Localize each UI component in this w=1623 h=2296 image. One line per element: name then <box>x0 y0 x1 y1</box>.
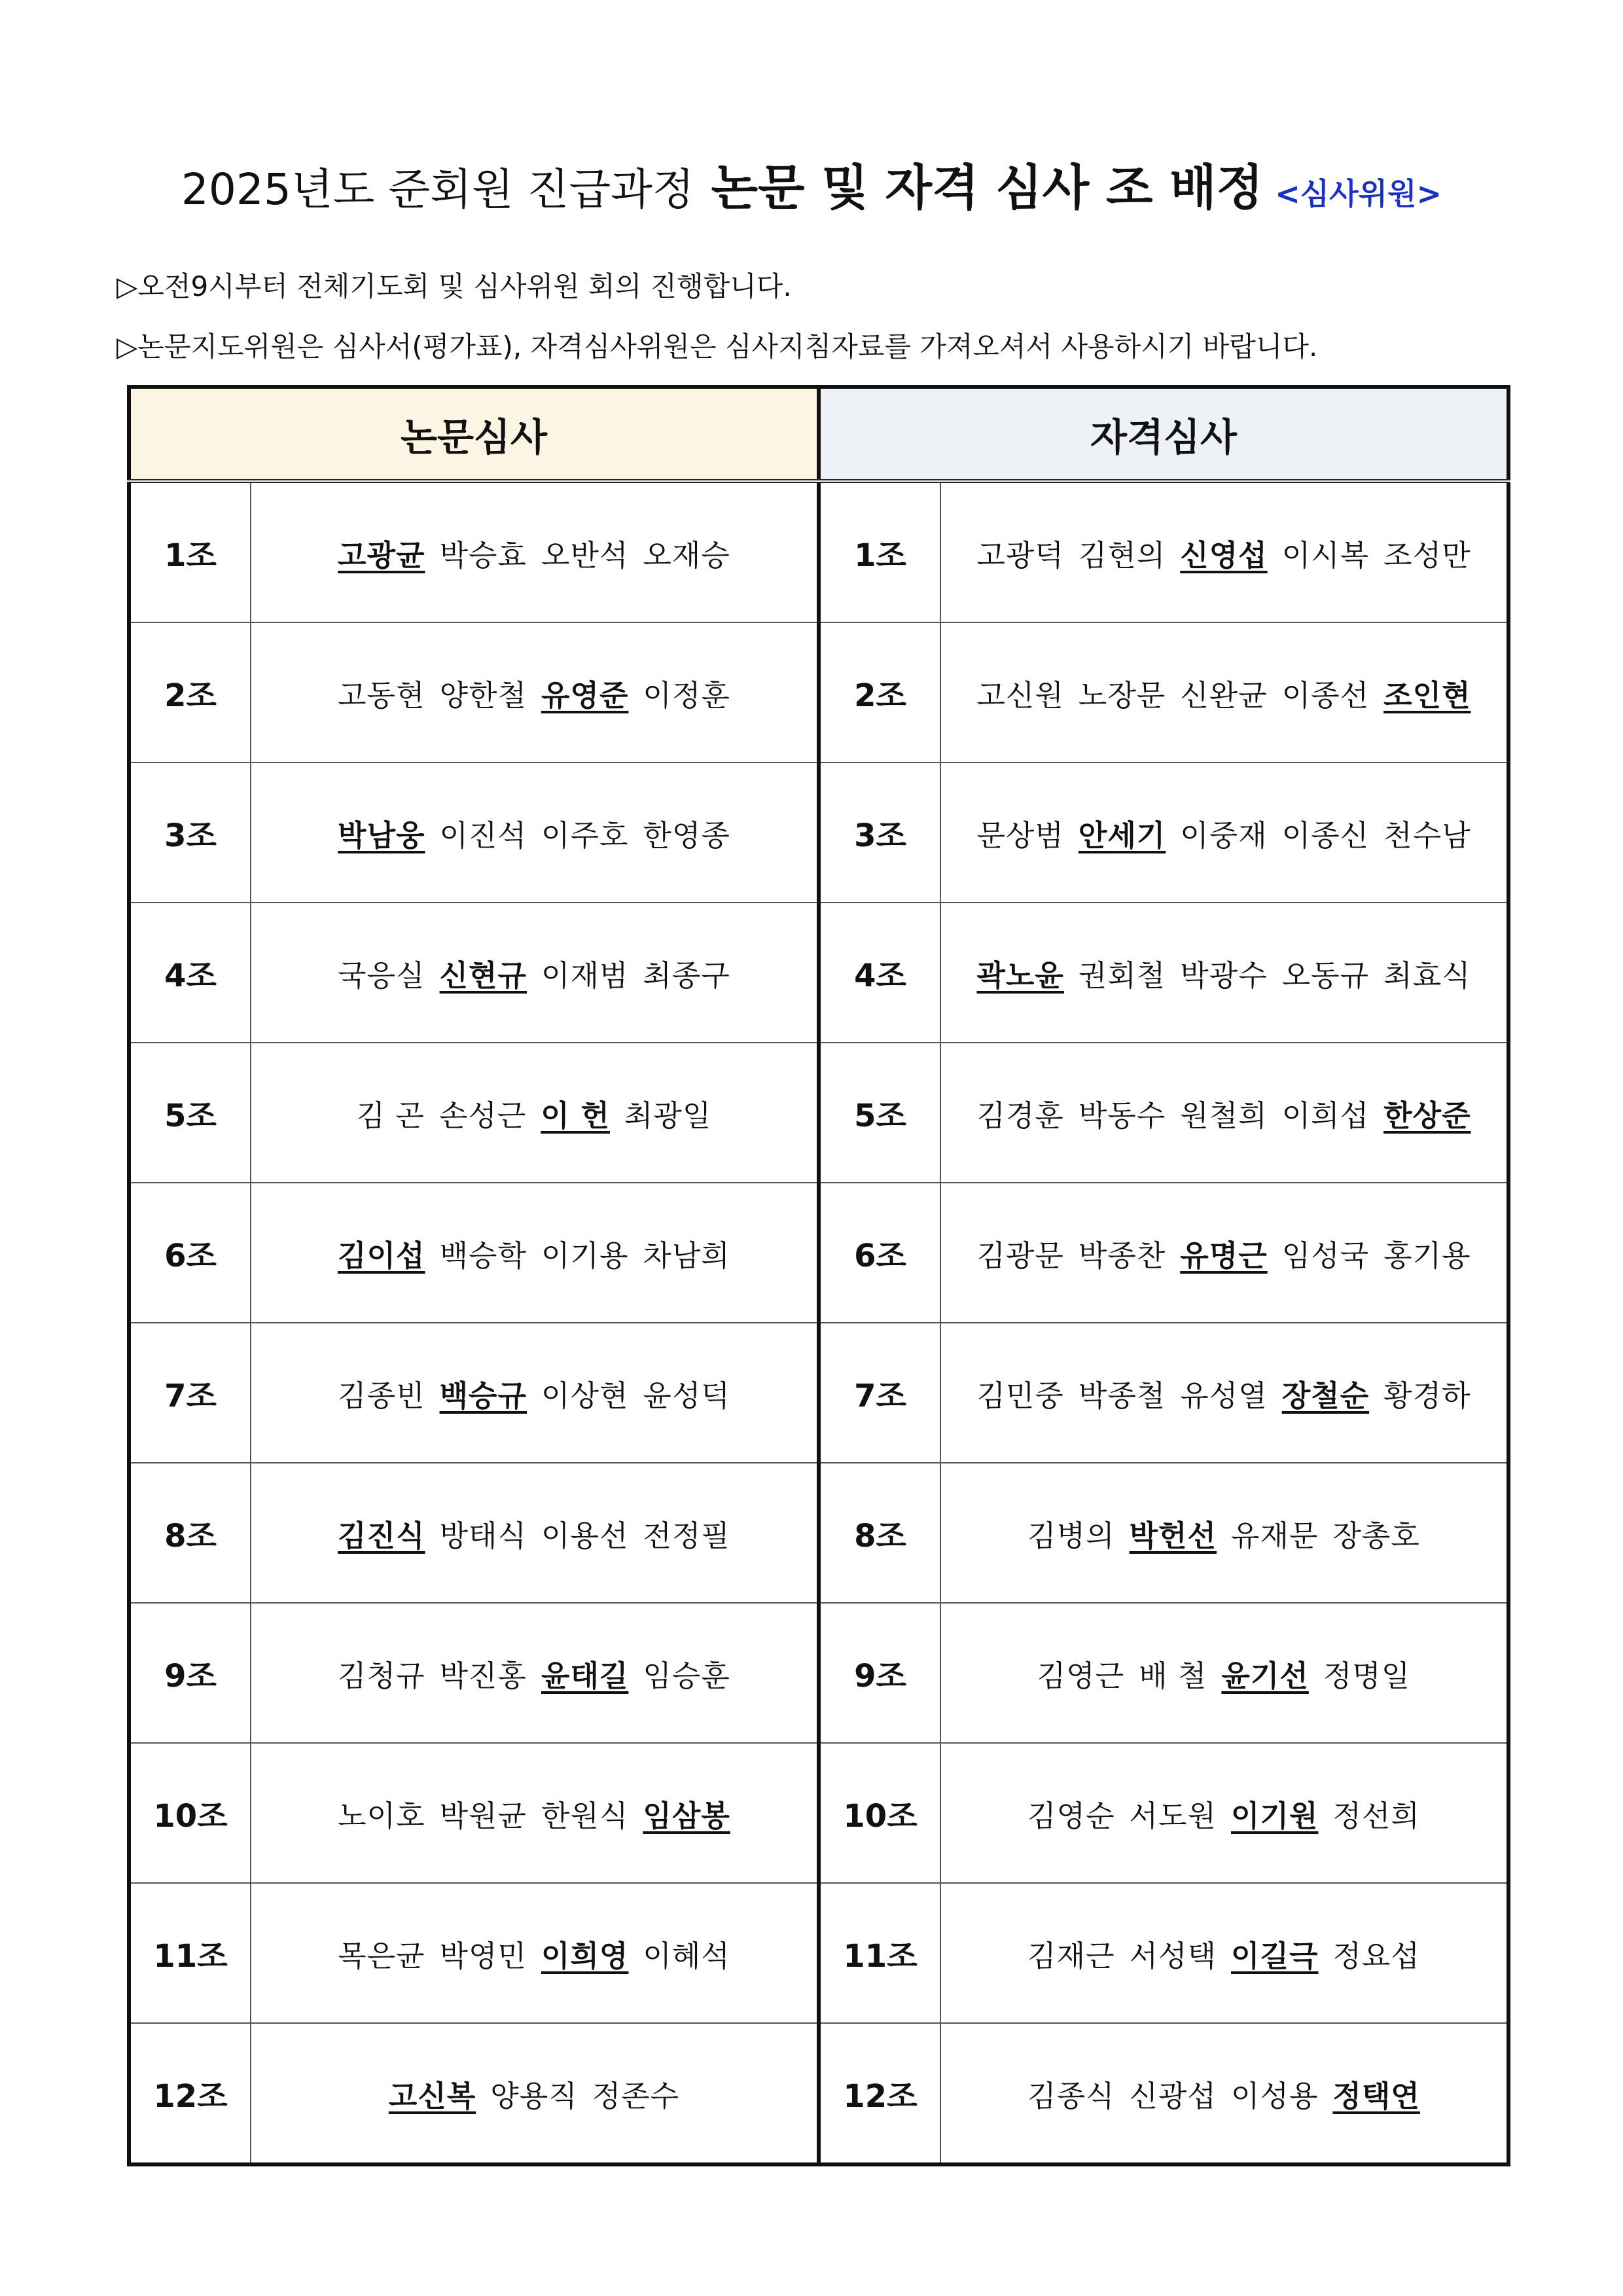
member-name: 유재문 <box>1231 1518 1319 1553</box>
leader-name: 이희영 <box>541 1938 629 1973</box>
member-name: 고동현 <box>338 677 425 713</box>
left-group-label: 9조 <box>129 1603 251 1743</box>
table-row <box>129 1883 1508 2023</box>
leader-name: 김진식 <box>338 1518 425 1553</box>
left-group-label: 7조 <box>129 1323 251 1463</box>
table-row <box>129 1743 1508 1883</box>
member-name: 김청규 <box>338 1658 425 1693</box>
left-group-label: 12조 <box>129 2023 251 2164</box>
member-name: 양용직 <box>490 2078 578 2113</box>
member-name: 노장문 <box>1078 677 1166 713</box>
assignment-table <box>127 385 1510 2166</box>
left-group-label: 6조 <box>129 1183 251 1323</box>
member-name: 천수남 <box>1383 817 1471 853</box>
member-name: 정선희 <box>1332 1798 1420 1833</box>
right-names-cell <box>940 1743 1508 1883</box>
leader-name: 고신복 <box>388 2078 476 2113</box>
left-names-cell <box>251 762 819 903</box>
member-name: 배 철 <box>1139 1658 1207 1693</box>
leader-name: 고광균 <box>338 537 425 573</box>
member-name: 박종철 <box>1078 1378 1166 1413</box>
left-names-cell <box>251 1743 819 1883</box>
left-group-label: 3조 <box>129 762 251 903</box>
member-name: 노이호 <box>338 1798 425 1833</box>
notice-line: ▷논문지도위원은 심사서(평가표), 자격심사위원은 심사지침자료를 가져오셔서 사용하시기 바랍니다. <box>116 331 1318 363</box>
member-name: 차남희 <box>643 1238 730 1273</box>
member-name: 원철희 <box>1180 1098 1268 1133</box>
right-names-cell <box>940 903 1508 1043</box>
right-names-cell <box>940 1183 1508 1323</box>
member-name: 이희섭 <box>1281 1098 1370 1133</box>
right-group-label: 1조 <box>819 481 940 622</box>
member-name: 방태식 <box>439 1518 527 1553</box>
member-name: 이기용 <box>541 1238 629 1273</box>
right-names-cell <box>940 481 1508 622</box>
member-name: 정존수 <box>592 2078 680 2113</box>
leader-name: 윤태길 <box>541 1658 629 1693</box>
leader-name: 이 헌 <box>541 1098 610 1133</box>
left-group-label: 4조 <box>129 903 251 1043</box>
left-names-cell <box>251 1183 819 1323</box>
member-name: 박원균 <box>439 1798 527 1833</box>
leader-name: 윤기선 <box>1221 1658 1309 1693</box>
member-name: 이종신 <box>1281 817 1370 853</box>
left-names-cell <box>251 1323 819 1463</box>
leader-name: 유명근 <box>1180 1238 1268 1273</box>
member-name: 최종구 <box>643 958 730 993</box>
member-name: 박진홍 <box>439 1658 527 1693</box>
member-name: 한영종 <box>643 817 730 853</box>
member-name: 고광덕 <box>976 537 1064 573</box>
member-name: 김영근 <box>1037 1658 1125 1693</box>
left-names-cell <box>251 1883 819 2023</box>
right-names-cell <box>940 1883 1508 2023</box>
member-name: 유성열 <box>1180 1378 1268 1413</box>
member-name: 조성만 <box>1383 537 1471 573</box>
table-row <box>129 1043 1508 1183</box>
member-name: 박승효 <box>439 537 527 573</box>
left-names-cell <box>251 1603 819 1743</box>
leader-name: 박헌선 <box>1129 1518 1217 1553</box>
right-group-label: 4조 <box>819 903 940 1043</box>
leader-name: 이기원 <box>1231 1798 1319 1833</box>
leader-name: 백승규 <box>439 1378 527 1413</box>
member-name: 임성국 <box>1281 1238 1370 1273</box>
member-name: 윤성덕 <box>643 1378 730 1413</box>
member-name: 박영민 <box>439 1938 527 1973</box>
leader-name: 장철순 <box>1281 1378 1370 1413</box>
right-names-cell <box>940 1043 1508 1183</box>
member-name: 정요섭 <box>1332 1938 1420 1973</box>
member-name: 신완균 <box>1180 677 1268 713</box>
member-name: 김민중 <box>976 1378 1064 1413</box>
table-row <box>129 2023 1508 2164</box>
member-name: 서성택 <box>1129 1938 1217 1973</box>
leader-name: 신현규 <box>439 958 527 993</box>
member-name: 임승훈 <box>643 1658 730 1693</box>
notice-list <box>116 257 1317 377</box>
member-name: 오재승 <box>643 537 730 573</box>
member-name: 한원식 <box>541 1798 629 1833</box>
member-name: 김병의 <box>1027 1518 1115 1553</box>
member-name: 목은균 <box>338 1938 425 1973</box>
left-group-label: 11조 <box>129 1883 251 2023</box>
left-names-cell <box>251 1043 819 1183</box>
table-row <box>129 1603 1508 1743</box>
member-name: 백승학 <box>439 1238 527 1273</box>
member-name: 황경하 <box>1383 1378 1471 1413</box>
leader-name: 곽노윤 <box>976 958 1064 993</box>
member-name: 문상범 <box>976 817 1064 853</box>
leader-name: 김이섭 <box>338 1238 425 1273</box>
leader-name: 안세기 <box>1078 817 1166 853</box>
left-names-cell <box>251 903 819 1043</box>
member-name: 이주호 <box>541 817 629 853</box>
left-group-label: 8조 <box>129 1463 251 1603</box>
left-names-cell <box>251 2023 819 2164</box>
left-group-label: 2조 <box>129 622 251 762</box>
member-name: 김광문 <box>976 1238 1064 1273</box>
leader-name: 유영준 <box>541 677 629 713</box>
member-name: 양한철 <box>439 677 527 713</box>
right-names-cell <box>940 1323 1508 1463</box>
right-names-cell <box>940 622 1508 762</box>
left-names-cell <box>251 622 819 762</box>
member-name: 이성용 <box>1231 2078 1319 2113</box>
member-name: 이혜석 <box>643 1938 730 1973</box>
header-thesis-review: 논문심사 <box>129 387 819 481</box>
member-name: 정명일 <box>1323 1658 1411 1693</box>
leader-name: 한상준 <box>1383 1098 1471 1133</box>
member-name: 이재범 <box>541 958 629 993</box>
member-name: 이용선 <box>541 1518 629 1553</box>
member-name: 홍기용 <box>1383 1238 1471 1273</box>
member-name: 최효식 <box>1383 958 1471 993</box>
table-row <box>129 1463 1508 1603</box>
title-main: 논문 및 자격 심사 조 배정 <box>711 160 1264 216</box>
left-group-label: 1조 <box>129 481 251 622</box>
left-names-cell <box>251 1463 819 1603</box>
title-tag: <심사위원> <box>1275 176 1442 211</box>
notice-line: ▷오전9시부터 전체기도회 및 심사위원 회의 진행합니다. <box>116 270 792 302</box>
member-name: 손성근 <box>438 1098 527 1133</box>
right-group-label: 12조 <box>819 2023 940 2164</box>
right-group-label: 8조 <box>819 1463 940 1603</box>
member-name: 김종식 <box>1027 2078 1115 2113</box>
member-name: 이진석 <box>439 817 527 853</box>
member-name: 이종선 <box>1281 677 1370 713</box>
table-row <box>129 1323 1508 1463</box>
member-name: 국응실 <box>338 958 425 993</box>
member-name: 서도원 <box>1129 1798 1217 1833</box>
leader-name: 박남웅 <box>338 817 425 853</box>
right-group-label: 6조 <box>819 1183 940 1323</box>
member-name: 이시복 <box>1281 537 1370 573</box>
right-group-label: 9조 <box>819 1603 940 1743</box>
table-row <box>129 762 1508 903</box>
member-name: 박종찬 <box>1078 1238 1166 1273</box>
right-group-label: 3조 <box>819 762 940 903</box>
left-group-label: 5조 <box>129 1043 251 1183</box>
leader-name: 정택연 <box>1332 2078 1420 2113</box>
right-names-cell <box>940 762 1508 903</box>
table-header-row <box>129 387 1508 481</box>
member-name: 오동규 <box>1281 958 1370 993</box>
right-names-cell <box>940 1463 1508 1603</box>
member-name: 이상현 <box>541 1378 629 1413</box>
header-qualification-review: 자격심사 <box>819 387 1508 481</box>
table-row <box>129 903 1508 1043</box>
leader-name: 신영섭 <box>1180 537 1268 573</box>
right-names-cell <box>940 1603 1508 1743</box>
leader-name: 이길극 <box>1231 1938 1319 1973</box>
member-name: 박광수 <box>1180 958 1268 993</box>
left-names-cell <box>251 481 819 622</box>
page-title <box>0 149 1623 219</box>
right-group-label: 7조 <box>819 1323 940 1463</box>
right-group-label: 11조 <box>819 1883 940 2023</box>
leader-name: 조인현 <box>1383 677 1471 713</box>
member-name: 김현의 <box>1078 537 1166 573</box>
left-group-label: 10조 <box>129 1743 251 1883</box>
member-name: 장총호 <box>1332 1518 1420 1553</box>
right-names-cell <box>940 2023 1508 2164</box>
member-name: 박동수 <box>1078 1098 1166 1133</box>
leader-name: 임삼봉 <box>643 1798 730 1833</box>
table-row <box>129 1183 1508 1323</box>
member-name: 이정훈 <box>643 677 730 713</box>
member-name: 최광일 <box>624 1098 712 1133</box>
right-group-label: 2조 <box>819 622 940 762</box>
member-name: 오반석 <box>541 537 629 573</box>
member-name: 신광섭 <box>1129 2078 1217 2113</box>
table-row <box>129 622 1508 762</box>
member-name: 고신원 <box>976 677 1064 713</box>
title-prefix: 2025년도 준회원 진급과정 <box>181 164 694 215</box>
member-name: 김 곤 <box>356 1098 425 1133</box>
member-name: 이중재 <box>1180 817 1268 853</box>
member-name: 김경훈 <box>976 1098 1064 1133</box>
member-name: 권회철 <box>1078 958 1166 993</box>
member-name: 김종빈 <box>338 1378 425 1413</box>
right-group-label: 10조 <box>819 1743 940 1883</box>
member-name: 전정필 <box>643 1518 730 1553</box>
member-name: 김영순 <box>1027 1798 1115 1833</box>
member-name: 김재근 <box>1027 1938 1115 1973</box>
table-row <box>129 481 1508 622</box>
right-group-label: 5조 <box>819 1043 940 1183</box>
